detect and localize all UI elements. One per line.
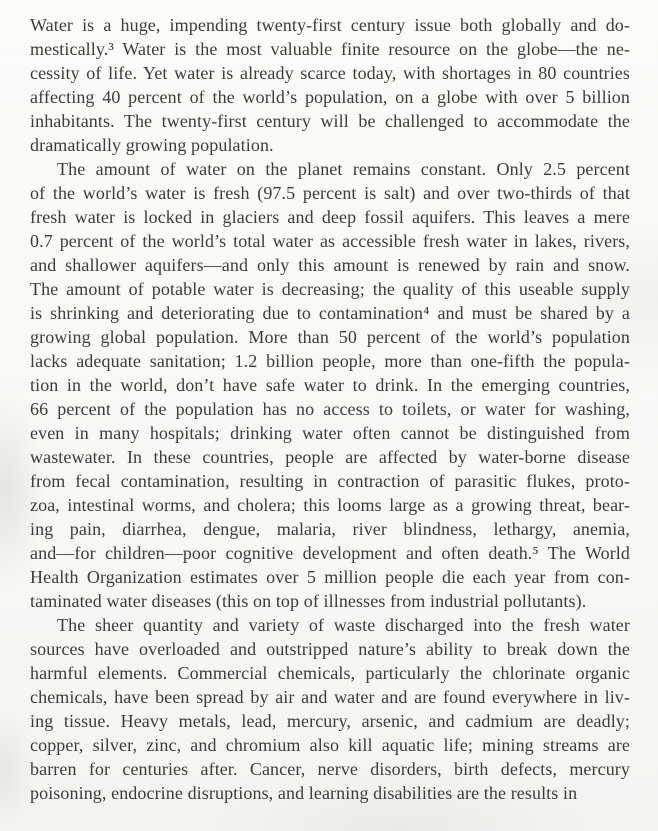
text-line: is shrinking and deteriorating due to contamination⁴ and must be shared by a [30,303,630,323]
text-line: Water is a huge, impending twenty-first century issue both globally and do- [30,15,630,35]
text-line: growing global population. More than 50 percent of the world’s population [30,327,630,347]
text-line: dramatically growing population. [30,135,274,155]
text-line: ing tissue. Heavy metals, lead, mercury, arsenic, and cadmium are deadly; [30,711,630,731]
paragraph-1 [30,13,630,157]
paragraph-3 [30,613,630,805]
text-line: taminated water diseases (this on top of illnesses from industrial pollutants). [30,591,587,611]
text-line: The sheer quantity and variety of waste discharged into the fresh water [57,615,630,635]
text-line: from fecal contamination, resulting in contraction of parasitic flukes, proto- [30,471,630,491]
text-line: The amount of water on the planet remains constant. Only 2.5 percent [57,159,630,179]
text-line: Health Organization estimates over 5 million people die each year from con- [30,567,630,587]
text-line: The amount of potable water is decreasing; the quality of this useable supply [30,279,630,299]
text-line: sources have overloaded and outstripped nature’s ability to break down the [30,639,630,659]
text-line: harmful elements. Commercial chemicals, particularly the chlorinate organic [30,663,630,683]
text-line: wastewater. In these countries, people are affected by water-borne disease [30,447,630,467]
text-line: even in many hospitals; drinking water often cannot be distinguished from [30,423,630,443]
text-line: tion in the world, don’t have safe water to drink. In the emerging countries, [30,375,630,395]
text-line: and—for children—poor cognitive development and often death.⁵ The World [30,543,630,563]
text-line: poisoning, endocrine disruptions, and learning disabilities are the results in [30,783,578,803]
text-line: fresh water is locked in glaciers and deep fossil aquifers. This leaves a mere [30,207,630,227]
text-line: and shallower aquifers—and only this amount is renewed by rain and snow. [30,255,630,275]
text-line: 66 percent of the population has no access to toilets, or water for washing, [30,399,630,419]
text-line: of the world’s water is fresh (97.5 percent is salt) and over two-thirds of that [30,183,630,203]
text-line: inhabitants. The twenty-first century will be challenged to accommodate the [30,111,630,131]
text-line: affecting 40 percent of the world’s population, on a globe with over 5 billion [30,87,630,107]
text-line: cessity of life. Yet water is already scarce today, with shortages in 80 countries [30,63,630,83]
text-line: ing pain, diarrhea, dengue, malaria, river blindness, lethargy, anemia, [30,519,630,539]
text-line: mestically.³ Water is the most valuable finite resource on the globe—the ne- [30,39,630,59]
text-line: copper, silver, zinc, and chromium also kill aquatic life; mining streams are [30,735,630,755]
paragraph-2 [30,157,630,613]
text-line: chemicals, have been spread by air and water and are found everywhere in liv- [30,687,630,707]
text-line: 0.7 percent of the world’s total water as accessible fresh water in lakes, rivers, [30,231,630,251]
text-line: zoa, intestinal worms, and cholera; this looms large as a growing threat, bear- [30,495,630,515]
text-line: lacks adequate sanitation; 1.2 billion people, more than one-fifth the popula- [30,351,630,371]
text-line: barren for centuries after. Cancer, nerve disorders, birth defects, mercury [30,759,630,779]
text-block [30,13,630,805]
